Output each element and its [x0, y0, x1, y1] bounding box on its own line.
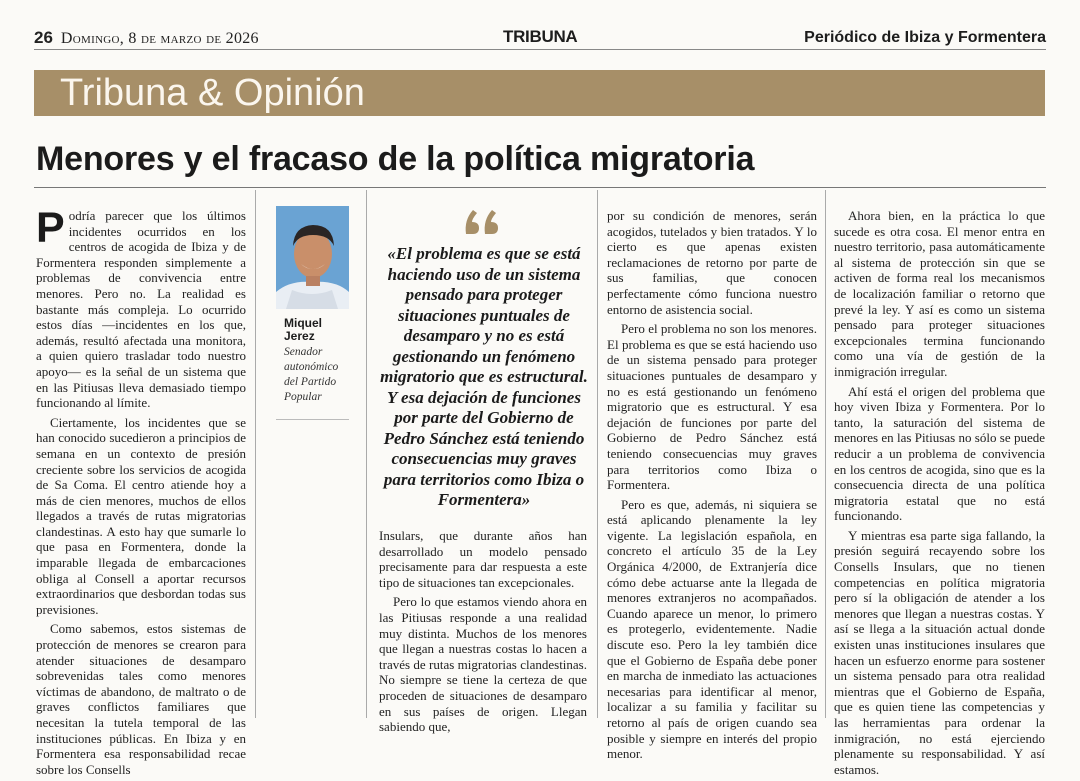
headline-divider: [34, 187, 1046, 188]
article-column-3: [607, 208, 817, 766]
article-column-1: [36, 204, 246, 781]
paragraph: Y mientras esa parte siga fallando, la presión seguirá recayendo sobre los Consells Insulars, que no tienen competencias en política migratoria pero sí la obligación de atender a los menores que llegan a nuestras costas. Y así se llega a la situación actual donde existen unas instituciones insulares que hacen un esfuerzo enorme para sostener un sistema pensado para otra realidad mientras que el Gobierno de España, que es quien tiene las competencias y las herramientas para ordenar la inmigración, no está ejerciendo plenamente su responsabilidad. Y así estamos.: [834, 527, 1045, 777]
paragraph: Ahora bien, en la práctica lo que sucede es otra cosa. El menor entra en nuestro territorio, pasa automáticamente al sistema de protección sin que se activen de forma real los mecanismos de localización familiar o retorno que prevé la ley. Y así es como un sistema pensado para proteger situaciones excepcionales termina funcionando como una vía de gestión de la inmigración irregular.: [834, 208, 1045, 379]
paragraph: Insulars, que durante años han desarrollado un modelo pensado precisamente para dar respuesta a este tipo de situaciones tan excepcionales.: [379, 528, 587, 590]
paragraph: Ciertamente, los incidentes que se han conocido sucedieron a principios de semana en un contexto de presión creciente sobre los servicios de acogida de Sa Coma. El centro atiende hoy a más de cien menores, muchos de ellos llegados a través de rutas migratorias clandestinas. A esto hay que sumarle lo que pasa en Formentera, donde la imparable llegada de embarcaciones obliga al Consell a aportar recursos extraordinarios que desbordan todas sus previsiones.: [36, 414, 246, 617]
column-rule: [366, 190, 367, 718]
brand-name: TRIBUNA: [503, 27, 578, 46]
page-header-left: [34, 28, 259, 48]
paragraph: Como sabemos, estos sistemas de protección de menores se crearon para atender situaciones de desamparo sobrevenidas tales como menores víctimas de abandono, de maltrato o de graves conflictos familiares que necesitan la tutela temporal de las instituciones públicas. En Ibiza y en Formentera esa responsabilidad recae sobre los Consells: [36, 621, 246, 777]
paragraph-text: odría parecer que los últimos incidentes ocurridos en los centros de acogida de Ibiza y de Formentera responden simplemente a problemas de convivencia entre menores. Pero no. La realidad es bastante más compleja. Lo ocurrido estos días —incidentes en los que, además, resultó afectada una monitora, a quien quiero trasladar todo nuestro apoyo— es la señal de un sistema que en las Pitiusas lleva demasiado tiempo funcionando al límite.: [36, 208, 246, 411]
author-photo: [276, 206, 349, 309]
article-headline: Menores y el fracaso de la política migratoria: [36, 140, 755, 178]
article-column-4: [834, 208, 1045, 781]
author-box: [276, 309, 349, 420]
section-title: Tribuna & Opinión: [60, 72, 365, 114]
column-rule: [255, 190, 256, 718]
author-role: Senador autonómico del Partido Popular: [284, 346, 339, 403]
column-rule: [825, 190, 826, 718]
quote-icon: [463, 206, 503, 236]
author-name: Miquel Jerez: [284, 316, 322, 343]
newspaper-name: Periódico de Ibiza y Formentera: [804, 29, 1046, 46]
portrait-image: [276, 206, 349, 309]
article-column-2: [379, 528, 587, 739]
paragraph: Pero el problema no son los menores. El problema es que se está haciendo uso de un sistema pensado para proteger situaciones puntuales de desamparo y no es está gestionando un fenómeno migratorio que es estructural. Y esa dejación de funciones por parte del Gobierno de Pedro Sánchez está teniendo consecuencias muy graves para territorios como Ibiza o Formentera.: [607, 321, 817, 493]
column-rule: [597, 190, 598, 718]
paragraph: [36, 204, 246, 411]
issue-date: Domingo, 8 de marzo de 2026: [60, 30, 259, 47]
pull-quote: «El problema es que se está haciendo uso de un sistema pensado para proteger situaciones puntuales de desamparo y no es está gestionando un fenómeno migratorio que es estructural. Y esa dejación de funciones por parte del Gobierno de Pedro Sánchez está teniendo consecuencias muy graves para territorios como Ibiza o Formentera»: [380, 244, 588, 509]
header-divider: [34, 49, 1046, 50]
paragraph: Ahí está el origen del problema que hoy viven Ibiza y Formentera. Por lo tanto, la saturación del sistema de menores en las Pitiusas no sólo se puede reducir a un problema de convivencia en los centros de acogida, sino que es la consecuencia directa de una política migratoria estatal que no está funcionando.: [834, 383, 1045, 524]
section-banner: [34, 70, 1045, 116]
paragraph: por su condición de menores, serán acogidos, tutelados y bien tratados. Y lo cierto es que apenas existen reclamaciones de retorno por parte de sus familias, que conocen perfectamente cómo funciona nuestro entorno de asistencia social.: [607, 208, 817, 317]
page-number: 26: [34, 28, 53, 47]
paragraph: Pero lo que estamos viendo ahora en las Pitiusas responde a una realidad muy distinta. Muchos de los menores que llegan a nuestras costas lo hacen a través de rutas migratorias clandestinas. No siempre se tiene la certeza de que proceden de situaciones de desamparo en sus países de origen. Llegan sabiendo que,: [379, 594, 587, 735]
paragraph: Pero es que, además, ni siquiera se está aplicando plenamente la ley vigente. La legislación española, en concreto el artículo 35 de la Ley Orgánica 4/2000, de Extranjería dice cómo debe actuarse ante la llegada de menores extranjeros no acompañados. Cuando aparece un menor, lo primero es protegerlo, evidentemente. Nadie discute eso. Pero la ley también dice que el Gobierno de España debe poner en marcha de inmediato las actuaciones necesarias para identificar al menor, localizar a su familia y facilitar su retorno al país de origen cuando sea posible y siempre en interés del propio menor.: [607, 496, 817, 762]
drop-cap: P: [36, 204, 65, 252]
